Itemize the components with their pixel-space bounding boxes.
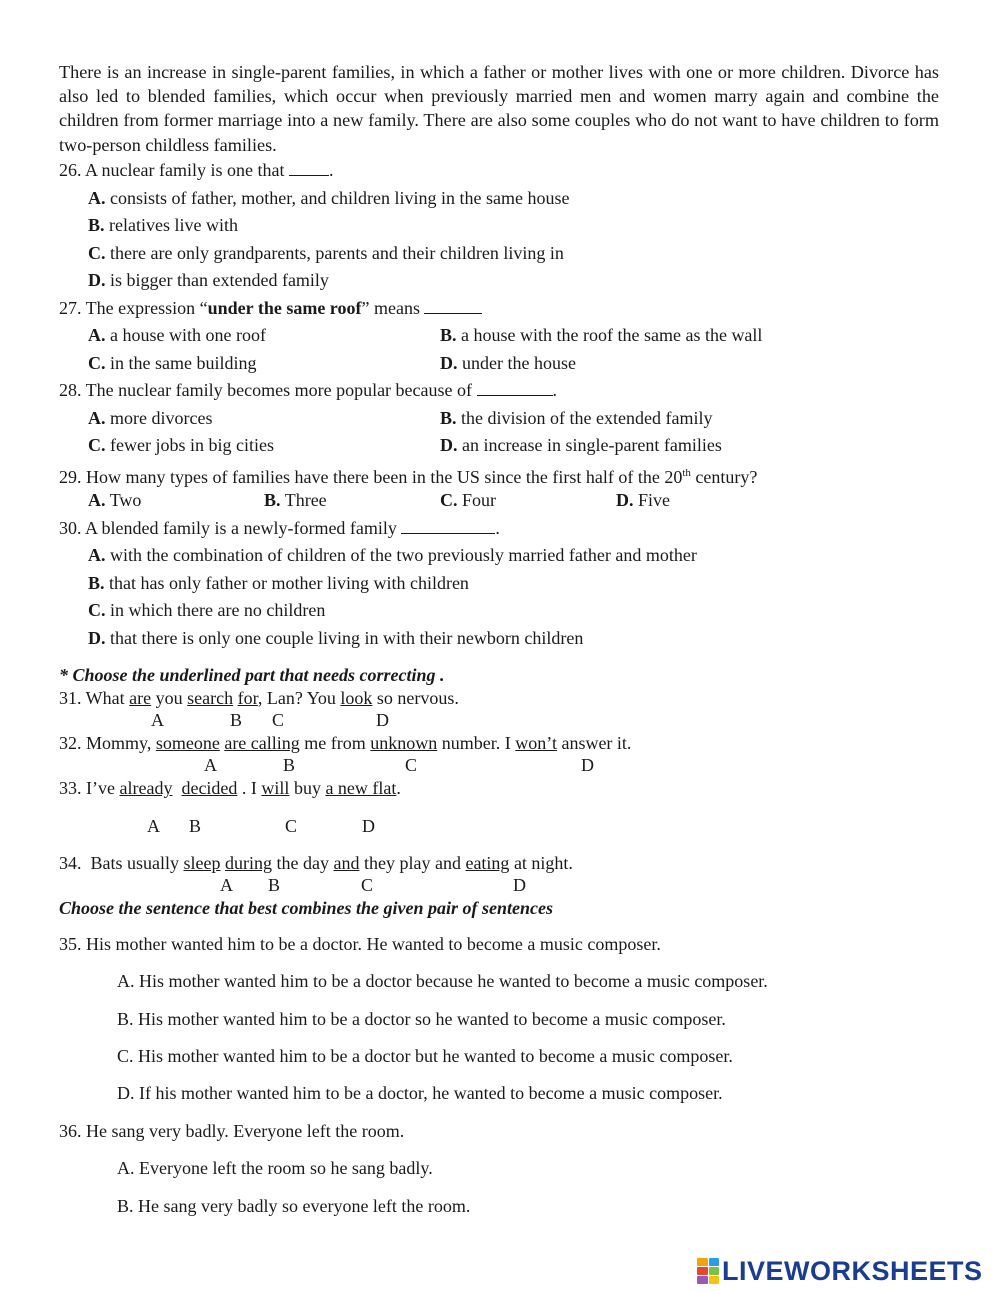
section-heading-combine-sentences: Choose the sentence that best combines the given pair of sentences [59,898,553,918]
option-27-a[interactable]: A. a house with one roof [88,325,266,345]
option-29-d[interactable]: D. Five [616,490,671,510]
option-36-b[interactable]: B. He sang very badly so everyone left the room. [117,1196,471,1216]
option-29-c[interactable]: C. Four [440,490,497,510]
option-27-b[interactable]: B. a house with the roof the same as the wall [440,325,763,345]
letter-d: D [513,875,526,895]
question-30-stem: 30. A blended family is a newly-formed family . [59,518,500,538]
option-30-c[interactable]: C. in which there are no children [88,600,326,620]
answer-blank[interactable] [289,160,329,176]
option-29-a[interactable]: A. Two [88,490,142,510]
question-33: 33. I’ve already decided . I will buy a new flat. [59,778,401,798]
question-31: 31. What are you search for, Lan? You look so nervous. [59,688,459,708]
letter-c: C [285,816,298,836]
option-36-a[interactable]: A. Everyone left the room so he sang badly. [117,1158,433,1178]
question-29-stem: 29. How many types of families have there been in the US since the first half of the 20th century? [59,467,758,487]
question-26-stem: 26. A nuclear family is one that . [59,160,334,180]
option-30-d[interactable]: D. that there is only one couple living in with their newborn children [88,628,584,648]
underlined-part-d[interactable]: eating [465,853,510,873]
letter-c: C [405,755,418,775]
option-28-d[interactable]: D. an increase in single-parent families [440,435,722,455]
underlined-part-b[interactable]: are calling [224,733,300,753]
underlined-part-c[interactable]: will [261,778,290,798]
liveworksheets-logo [697,1254,983,1288]
letter-b: B [283,755,296,775]
option-35-a[interactable]: A. His mother wanted him to be a doctor because he wanted to become a music composer. [117,971,768,991]
reading-passage-end: There is an increase in single-parent families, in which a father or mother lives with one or more children. Divorce has also led to blended families, which occur when previously married men and women marry again and combine the children from former marriage into a new family. There are also some couples who do not want to have children to form two-person childless families. [59,62,939,155]
letter-a: A [220,875,233,895]
letter-b: B [268,875,281,895]
option-26-a[interactable]: A. consists of father, mother, and children living in the same house [88,188,570,208]
underlined-part-d[interactable]: a new flat [325,778,397,798]
option-26-b[interactable]: B. relatives live with [88,215,238,235]
underlined-part-b[interactable]: search [187,688,234,708]
underlined-part-a[interactable]: sleep [183,853,221,873]
underlined-part-b[interactable]: decided [181,778,238,798]
question-35-stem: 35. His mother wanted him to be a doctor. He wanted to become a music composer. [59,934,661,954]
letter-d: D [362,816,375,836]
question-34: 34. Bats usually sleep during the day and they play and eating at night. [59,853,573,873]
underlined-part-a[interactable]: already [119,778,173,798]
answer-blank[interactable] [477,380,553,396]
option-35-d[interactable]: D. If his mother wanted him to be a doctor, he wanted to become a music composer. [117,1083,723,1103]
underlined-part-a[interactable]: are [129,688,152,708]
underlined-part-d[interactable]: won’t [515,733,557,753]
option-30-b[interactable]: B. that has only father or mother living with children [88,573,469,593]
logo-blocks-icon [697,1258,719,1284]
letter-c: C [272,710,285,730]
question-36-stem: 36. He sang very badly. Everyone left the room. [59,1121,405,1141]
option-28-a[interactable]: A. more divorces [88,408,213,428]
section-heading-error-correction: * Choose the underlined part that needs correcting . [59,665,445,685]
option-28-b[interactable]: B. the division of the extended family [440,408,713,428]
underlined-part-c[interactable]: unknown [370,733,438,753]
question-28-stem: 28. The nuclear family becomes more popular because of . [59,380,558,400]
question-32: 32. Mommy, someone are calling me from unknown number. I won’t answer it. [59,733,632,753]
underlined-part-c[interactable]: and [333,853,360,873]
letter-a: A [151,710,164,730]
underlined-part-c[interactable]: for [237,688,258,708]
letter-a: A [147,816,160,836]
answer-blank[interactable] [424,298,482,314]
logo-text: LIVEWORKSHEETS [722,1255,983,1286]
letter-d: D [376,710,389,730]
option-26-d[interactable]: D. is bigger than extended family [88,270,329,290]
letter-d: D [581,755,594,775]
option-29-b[interactable]: B. Three [264,490,327,510]
option-35-b[interactable]: B. His mother wanted him to be a doctor so he wanted to become a music composer. [117,1009,726,1029]
underlined-part-b[interactable]: during [224,853,272,873]
letter-b: B [230,710,243,730]
letter-c: C [361,875,374,895]
letter-a: A [204,755,217,775]
option-35-c[interactable]: C. His mother wanted him to be a doctor but he wanted to become a music composer. [117,1046,733,1066]
option-26-c[interactable]: C. there are only grandparents, parents and their children living in [88,243,564,263]
question-27-stem: 27. The expression “under the same roof” means [59,296,482,320]
answer-blank[interactable] [401,518,495,534]
option-27-c[interactable]: C. in the same building [88,353,257,373]
option-30-a[interactable]: A. with the combination of children of the two previously married father and mother [88,545,697,565]
underlined-part-d[interactable]: look [340,688,373,708]
option-28-c[interactable]: C. fewer jobs in big cities [88,435,274,455]
underlined-part-a[interactable]: someone [155,733,220,753]
letter-b: B [189,816,202,836]
option-27-d[interactable]: D. under the house [440,353,576,373]
